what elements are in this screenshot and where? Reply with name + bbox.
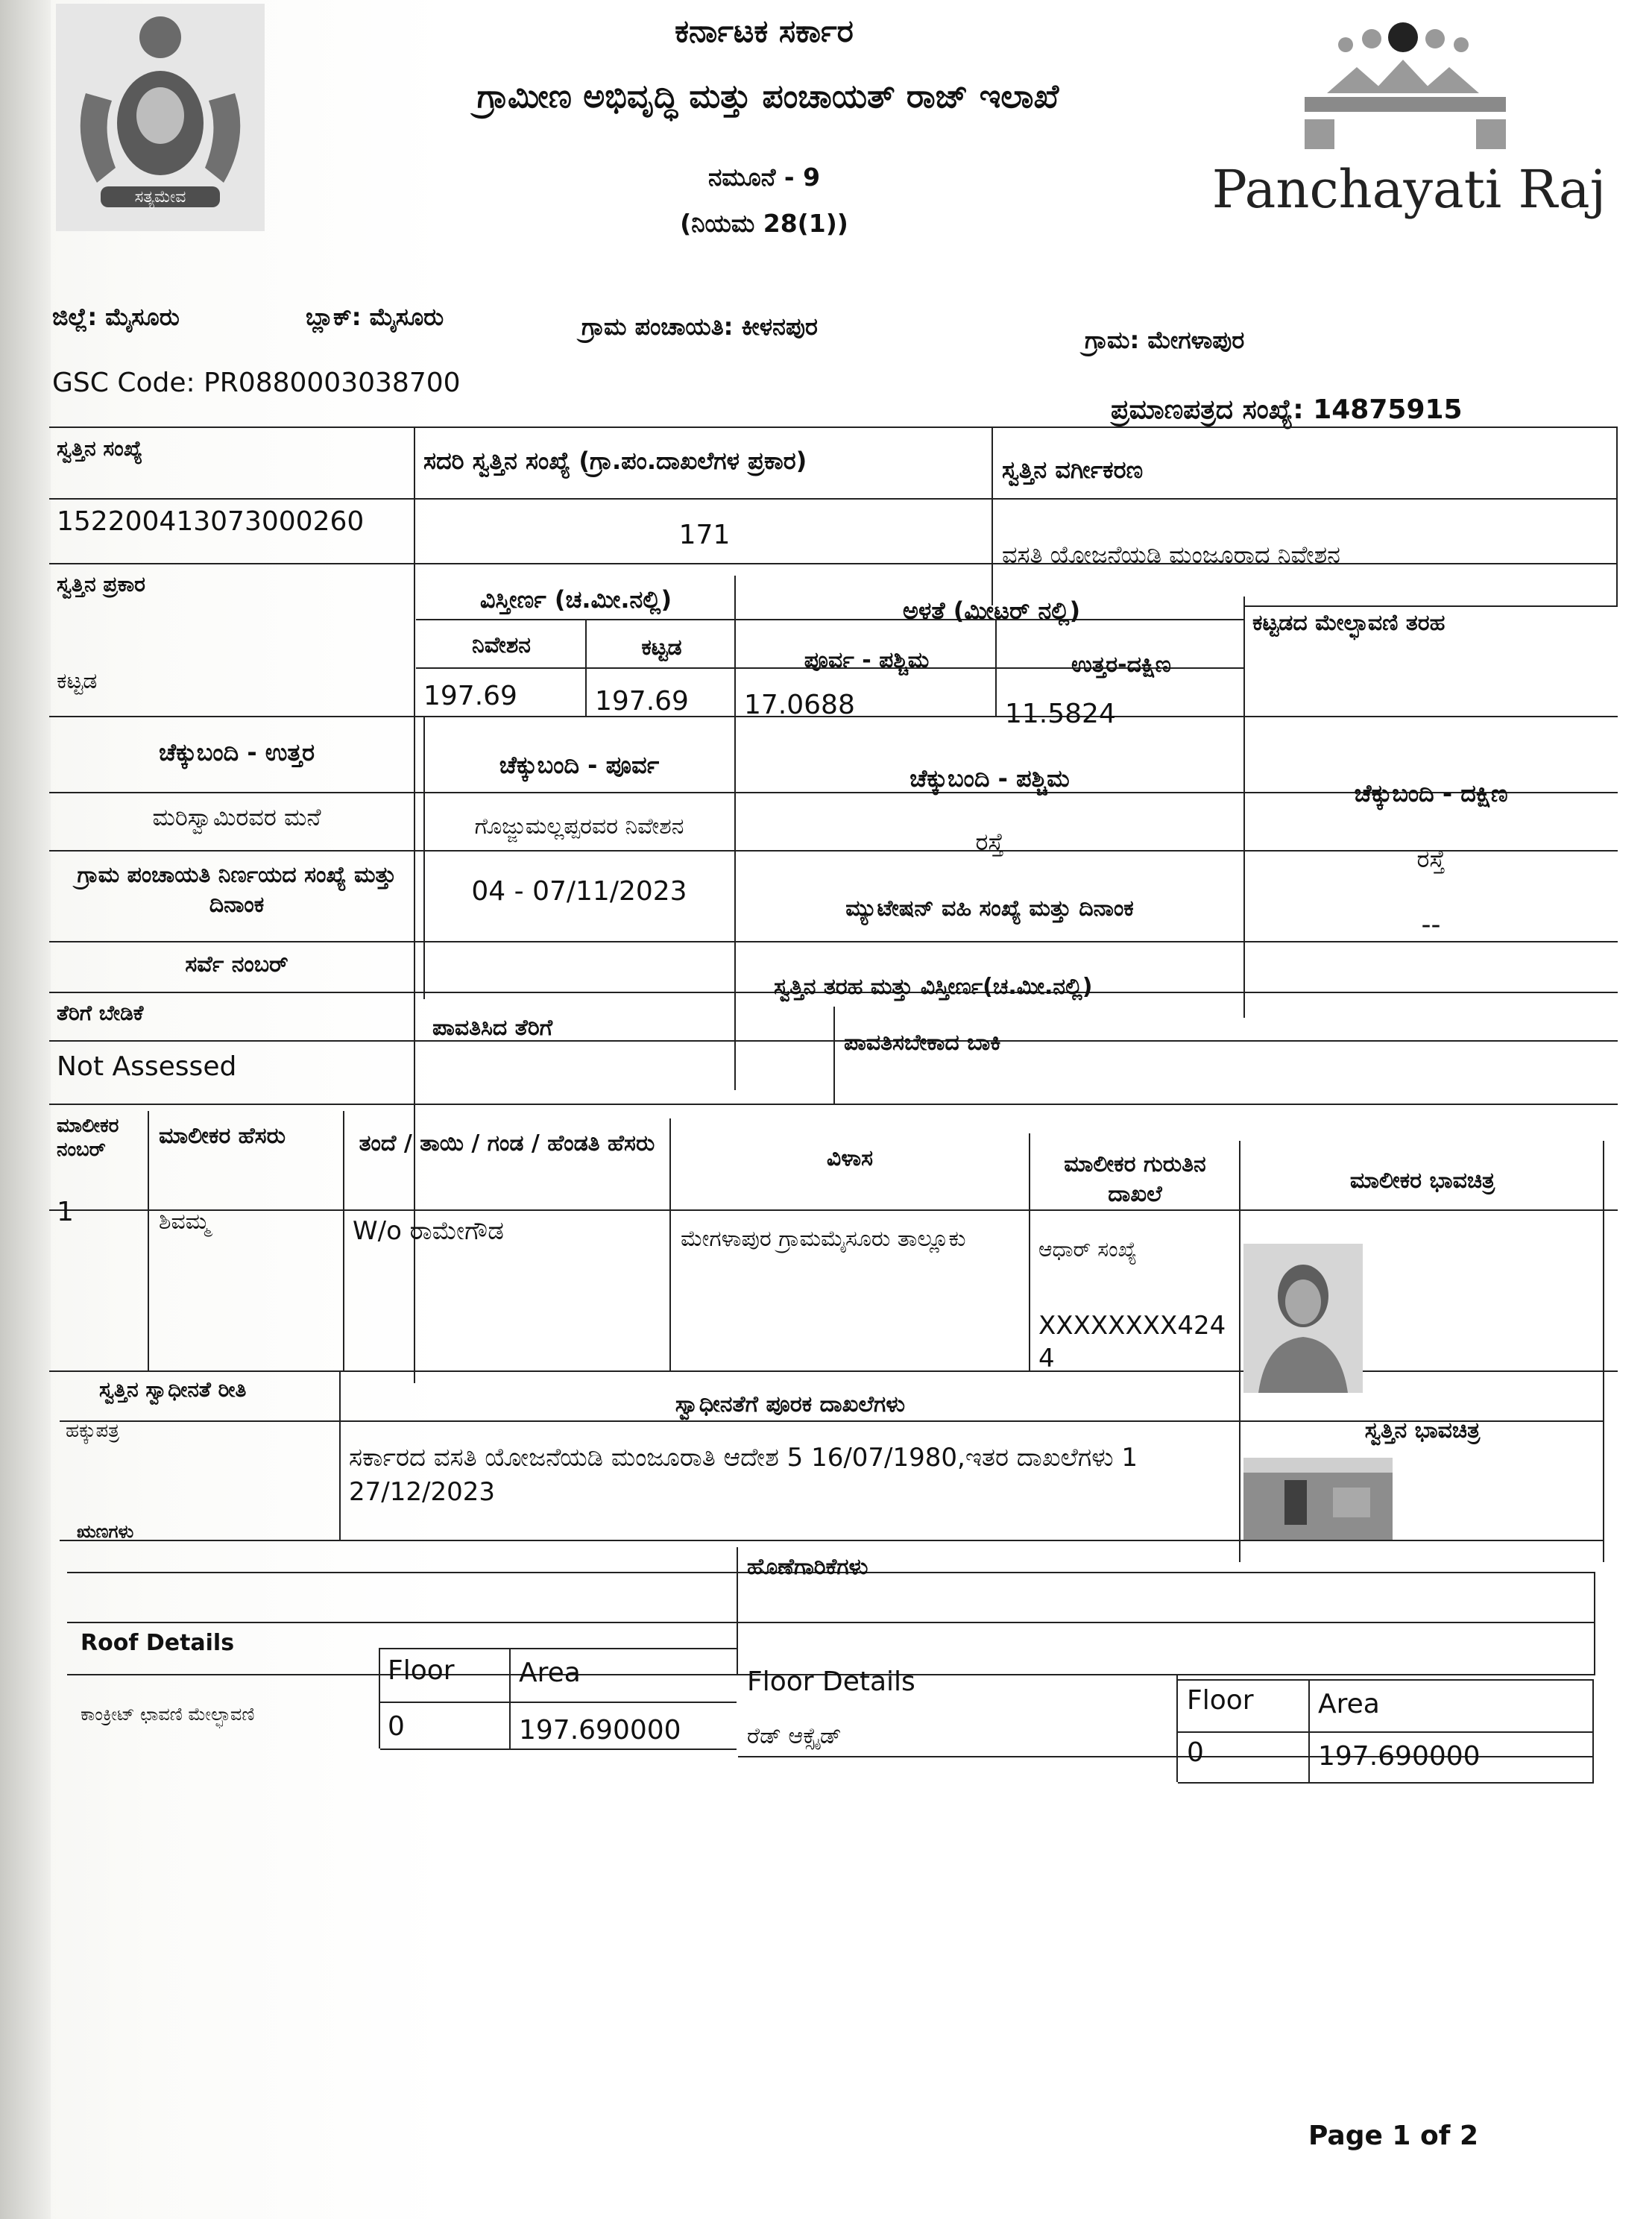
boundary-north-label: ಚೆಕ್ಕುಬಂದಿ - ಉತ್ತರ [158,738,315,767]
supporting-docs-label: ಸ್ವಾಧೀನತೆಗೆ ಪೂರಕ ದಾಖಲೆಗಳು [675,1391,906,1417]
site-label: ನಿವೇಶನ [472,632,531,658]
district: ಜಿಲ್ಲೆ: ಮೈಸೂರು [52,303,180,331]
grid-line [1176,1674,1178,1782]
certificate-number: ಪ್ರಮಾಣಪತ್ರದ ಸಂಖ್ಯೆ: 14875915 [1111,394,1463,425]
grid-line [1594,1572,1595,1674]
govt-title: ಕರ್ನಾಟಕ ಸರ್ಕಾರ [675,13,854,49]
tax-demand-label: ತೆರಿಗೆ ಬೇಡಿಕೆ [57,1001,144,1025]
grid-line [995,619,997,716]
grid-line [343,1111,344,1370]
boundary-south-label: ಚೆಕ್ಕುಬಂದಿ - ದಕ್ಷಿಣ [1354,779,1508,808]
gsc-code: GSC Code: PR0880003038700 [52,368,461,398]
supporting-docs-value: ಸರ್ಕಾರದ ವಸತಿ ಯೋಜನೆಯಡಿ ಮಂಜೂರಾತಿ ಆದೇಶ 5 16/07/1980,ಇತರ ದಾಖಲೆಗಳು 1 27/12/2023 [349,1443,1138,1507]
owner-relation-value: W/o ರಾಮೇಗೌಡ [353,1216,504,1246]
floor-area-value: 197.690000 [1318,1741,1481,1772]
grid-line [1308,1679,1310,1782]
property-type-value: ಕಟ್ಟಡ [57,668,98,694]
property-photo-label: ಸ್ವತ್ತಿನ ಭಾವಚಿತ್ರ [1364,1417,1481,1444]
page-edge-shadow [0,0,51,2219]
boundary-east-value: ಗೊಜ್ಜುಮಲ್ಲಪ್ಪರವರ ನಿವೇಶನ [474,813,684,840]
building-area-value: 197.69 [595,686,689,717]
emblem-text: ಸತ್ಯಮೇವ [134,188,186,207]
grid-line [1592,1679,1594,1782]
grid-line [585,619,587,716]
grid-line [380,1702,737,1703]
roof-area-value: 197.690000 [519,1715,681,1746]
north-south-value: 11.5824 [1005,699,1116,729]
floor-label: Floor [1187,1685,1254,1716]
acquisition-mode-value: ಹಕ್ಕುಪತ್ರ [66,1420,119,1442]
grid-line [1243,597,1245,1018]
property-type-label: ಸ್ವತ್ತಿನ ಪ್ರಕಾರ [57,572,145,597]
grid-line [379,1648,380,1749]
tax-due-label: ಪಾವತಿಸಬೇಕಾದ ಬಾಕಿ [844,1030,1001,1056]
roof-type-label: ಕಟ್ಟಡದ ಮೇಲ್ಛಾವಣಿ ತರಹ [1252,610,1446,636]
property-id-value: 152200413073000260 [57,506,365,537]
grid-line [833,1007,835,1104]
floor-area-label: Area [1318,1689,1380,1719]
grid-line [1178,1782,1594,1784]
gp-decision-label: ಗ್ರಾಮ ಪಂಚಾಯತಿ ನಿರ್ಣಯದ ಸಂಖ್ಯೆ ಮತ್ತು ದಿನಾಂಕ [77,862,397,918]
grid-line [737,1547,738,1674]
boundary-west-value: ರಸ್ತೆ [975,828,1004,856]
grid-line [991,427,993,605]
east-west-value: 17.0688 [744,690,855,720]
grid-line [669,1118,671,1370]
mutation-value: -- [1421,910,1441,940]
grid-line [414,427,415,563]
grid-line [148,1111,149,1370]
floor-details-label: Floor Details [747,1666,915,1697]
building-label: ಕಟ್ಟಡ [641,635,682,661]
gram-panchayat: ಗ್ರಾಮ ಪಂಚಾಯತಿ: ಕೀಳನಪುರ [581,312,818,341]
dimension-label: ಅಳತೆ (ಮೀಟರ್ ನಲ್ಲಿ) [902,597,1081,625]
panchayati-raj-text: Panchayati Raj [1211,159,1607,220]
grid-line [509,1648,511,1749]
boundary-west-label: ಚೆಕ್ಕುಬಂದಿ - ಪಶ್ಚಿಮ [909,764,1070,793]
floor-value: 0 [1187,1737,1204,1768]
area-label: ವಿಸ್ತೀರ್ಣ (ಚ.ಮೀ.ನಲ್ಲಿ) [479,585,672,614]
grid-line [1616,427,1618,605]
roof-area-label: Area [519,1658,581,1688]
rule-number: (ನಿಯಮ 28(1)) [680,209,848,238]
grid-line [49,427,1618,428]
owner-relation-label: ತಂದೆ / ತಾಯಿ / ಗಂಡ / ಹೆಂಡತಿ ಹೆಸರು [359,1130,655,1156]
grid-line [49,498,1618,500]
grid-line [49,1104,1618,1105]
grid-line [1178,1679,1594,1681]
property-photo-image [1243,1458,1393,1540]
north-south-label: ಉತ್ತರ-ದಕ್ಷಿಣ [1071,652,1171,678]
karnataka-emblem-icon [56,4,265,231]
owner-photo-image [1243,1244,1363,1393]
grid-line [1603,1141,1604,1562]
grid-line [423,716,425,999]
owner-photo-label: ಮಾಲೀಕರ ಭಾವಚಿತ್ರ [1349,1168,1495,1194]
owner-id-type: ಆಧಾರ್ ಸಂಖ್ಯೆ [1038,1237,1137,1262]
gp-property-no-label: ಸದರಿ ಸ್ವತ್ತಿನ ಸಂಖ್ಯೆ (ಗ್ರಾ.ಪಂ.ದಾಖಲೆಗಳ ಪ್ರಕಾರ) [423,447,807,475]
gp-property-no-value: 171 [678,520,731,550]
owner-id-number: XXXXXXXX4244 [1038,1311,1226,1373]
mutation-label: ಮ್ಯುಟೇಷನ್ ವಹಿ ಸಂಖ್ಯೆ ಮತ್ತು ದಿನಾಂಕ [845,896,1134,922]
acquisition-mode-label: ಸ್ವತ್ತಿನ ಸ್ವಾಧೀನತೆ ರೀತಿ [99,1377,247,1402]
liabilities-label: ಹೊಣೆಗಾರಿಕೆಗಳು [747,1554,868,1580]
grid-line [1239,1141,1240,1562]
roof-floor-label: Floor [388,1655,455,1686]
boundary-north-value: ಮರಿಸ್ವಾಮಿರವರ ಮನೆ [152,803,321,831]
owner-name-value: ಶಿವಮ್ಮ [159,1209,210,1235]
roof-details-label: Roof Details [81,1630,235,1656]
boundary-east-label: ಚೆಕ್ಕುಬಂದಿ - ಪೂರ್ವ [499,751,660,779]
grid-line [380,1648,737,1649]
east-west-label: ಪೂರ್ವ - ಪಶ್ಚಿಮ [804,647,930,673]
site-area-value: 197.69 [423,681,517,711]
block: ಬ್ಲಾಕ್: ಮೈಸೂರು [306,303,444,331]
owner-number-value: 1 [57,1197,74,1227]
grid-line [1178,1731,1594,1733]
page-number: Page 1 of 2 [1308,2121,1478,2151]
gp-decision-value: 04 - 07/11/2023 [471,876,687,907]
grid-line [67,1622,1595,1623]
boundary-south-value: ರಸ್ತೆ [1416,845,1446,873]
property-id-label: ಸ್ವತ್ತಿನ ಸಂಖ್ಯೆ [57,436,143,461]
loans-label: ಋಣಗಳು [77,1521,134,1542]
roof-type-value [1246,671,1615,677]
survey-number-label: ಸರ್ವೆ ನಂಬರ್ [185,951,289,978]
owner-number-label: ಮಾಲೀಕರ ನಂಬರ್ [57,1115,119,1161]
village: ಗ್ರಾಮ: ಮೇಗಳಾಪುರ [1085,326,1245,354]
owner-address-label: ವಿಳಾಸ [826,1145,874,1171]
owner-name-label: ಮಾಲೀಕರ ಹೆಸರು [159,1123,286,1149]
tax-paid-label: ಪಾವತಿಸಿದ ತೆರಿಗೆ [432,1015,553,1041]
grid-line [339,1370,341,1540]
floor-details-type: ರೆಡ್ ಆಕ್ಸೈಡ್ [747,1723,842,1749]
survey-number-value [426,947,732,953]
tax-demand-value: Not Assessed [57,1051,237,1082]
panchayati-raj-logo-icon [1211,22,1607,246]
roof-floor-value: 0 [388,1711,405,1742]
owner-address-value: ಮೇಗಳಾಪುರ ಗ್ರಾಮಮೈಸೂರು ತಾಲ್ಲೂಕು [681,1226,966,1252]
property-class-value: ವಸತಿ ಯೋಜನೆಯಡಿ ಮಂಜೂರಾದ ನಿವೇಶನ [1002,541,1340,569]
property-type-area-label: ಸ್ವತ್ತಿನ ತರಹ ಮತ್ತು ವಿಸ್ತೀರ್ಣ(ಚ.ಮೀ.ನಲ್ಲಿ) [774,974,1093,1000]
owner-id-label: ಮಾಲೀಕರ ಗುರುತಿನ ದಾಖಲೆ [1064,1151,1206,1207]
form-number: ನಮೂನೆ - 9 [707,163,821,192]
property-class-label: ಸ್ವತ್ತಿನ ವರ್ಗೀಕರಣ [1002,456,1144,484]
department-title: ಗ್ರಾಮೀಣ ಅಭಿವೃದ್ಧಿ ಮತ್ತು ಪಂಚಾಯತ್ ರಾಜ್ ಇಲಾಖೆ [476,78,1059,116]
roof-details-type: ಕಾಂಕ್ರೀಟ್ ಛಾವಣಿ ಮೇಲ್ಛಾವಣಿ [81,1704,255,1725]
grid-line [1029,1133,1030,1370]
